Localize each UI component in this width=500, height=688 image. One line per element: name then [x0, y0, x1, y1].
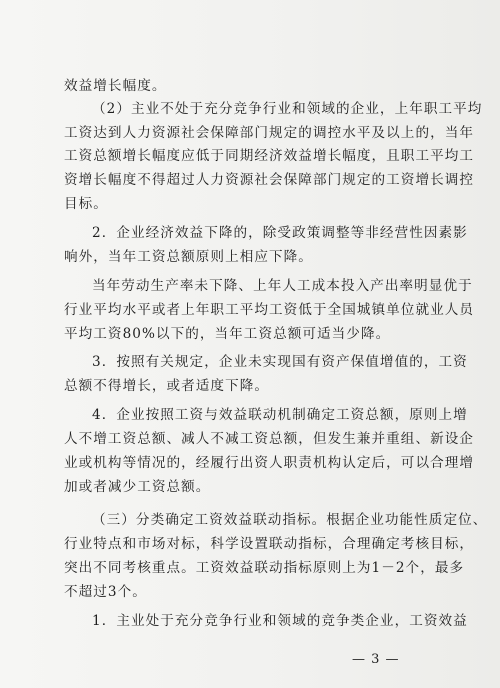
- text-line: 人不增工资总额、减人不减工资总额，但发生兼并重组、新设企: [64, 431, 475, 447]
- text-line: （2）主业不处于充分竞争行业和领域的企业，上年职工平均: [92, 101, 483, 117]
- text-line: 行业平均水平或者上年职工平均工资低于全国城镇单位就业人员: [64, 302, 475, 318]
- text-line: 响外，当年工资总额原则上相应下降。: [64, 249, 313, 265]
- page-number: — 3 —: [352, 652, 400, 667]
- text-line: 资增长幅度不得超过人力资源社会保障部门规定的工资增长调控: [64, 172, 475, 188]
- text-line: 当年劳动生产率未下降、上年人工成本投入产出率明显优于: [92, 278, 473, 294]
- text-line: 总额不得增长，或者适度下降。: [64, 378, 270, 394]
- text-line: 不超过3个。: [64, 584, 147, 600]
- text-line: 突出不同考核重点。工资效益联动指标原则上为1－2个，最多: [64, 560, 465, 576]
- text-line: 2．企业经济效益下降的，除受政策调整等非经营性因素影: [92, 225, 468, 241]
- text-line: 3．按照有关规定，企业未实现国有资产保值增值的，工资: [92, 354, 468, 370]
- text-line: （三）分类确定工资效益联动指标。根据企业功能性质定位、: [92, 512, 488, 528]
- text-line: 4．企业按照工资与效益联动机制确定工资总额，原则上增: [92, 407, 468, 423]
- text-line: 平均工资80%以下的，当年工资总额可适当少降。: [64, 326, 391, 342]
- text-line: 目标。: [64, 196, 108, 212]
- text-line: 工资总额增长幅度应低于同期经济效益增长幅度，且职工平均工: [64, 148, 475, 164]
- text-line: 业或机构等情况的，经履行出资人职责机构认定后，可以合理增: [64, 455, 475, 471]
- text-line: 效益增长幅度。: [64, 78, 167, 94]
- text-line: 1．主业处于充分竞争行业和领域的竞争类企业，工资效益: [92, 613, 468, 629]
- text-line: 工资达到人力资源社会保障部门规定的调控水平及以上的，当年: [64, 125, 475, 141]
- text-line: 行业特点和市场对标，科学设置联动指标，合理确定考核目标，: [64, 536, 475, 552]
- text-line: 加或者减少工资总额。: [64, 479, 211, 495]
